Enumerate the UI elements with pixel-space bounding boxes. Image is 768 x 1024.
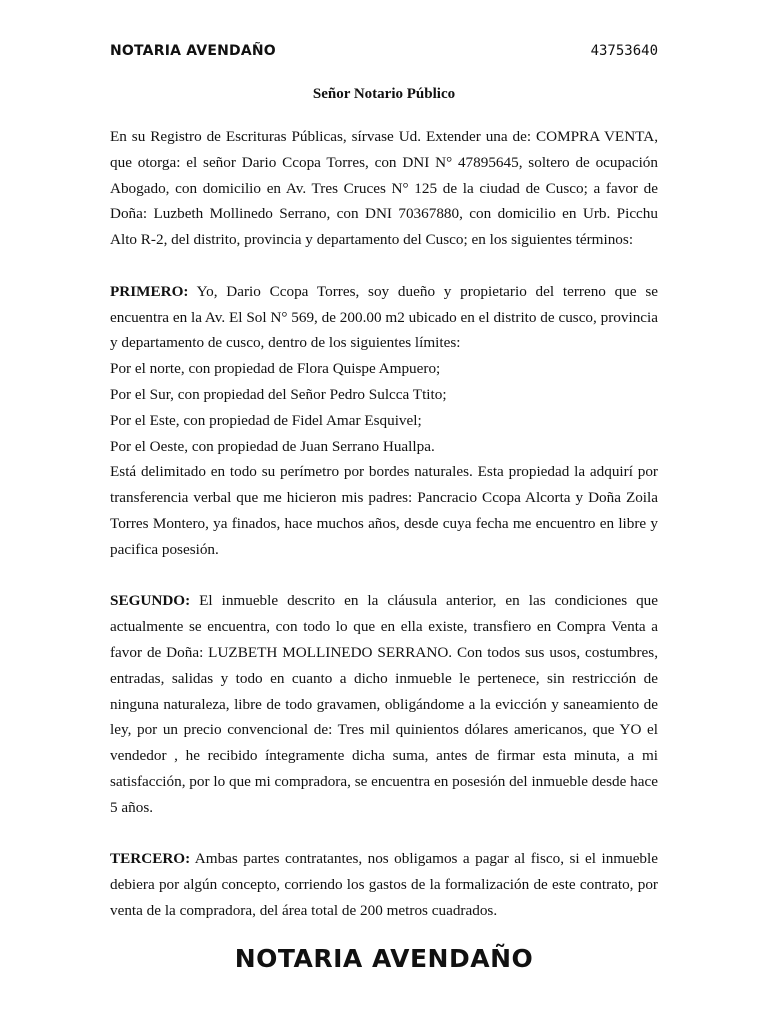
- clause-primero: [110, 279, 658, 356]
- clause-text: Yo, Dario Ccopa Torres, soy dueño y propietario del terreno que se encuentra en la Av. El Sol N° 569, de 200.00 m2 ubicado en el distrito de cusco, provincia y departamento de cusco, dentro de los siguientes límites:: [110, 282, 658, 352]
- clause-segundo: [110, 588, 658, 820]
- limit-west: Por el Oeste, con propiedad de Juan Serrano Huallpa.: [110, 437, 435, 455]
- clause-text: El inmueble descrito en la cláusula anterior, en las condiciones que actualmente se encuentra, con todo lo que en ella existe, transfiero en Compra Venta a favor de Doña: LUZBETH MOLLINEDO SERRANO. Con todos sus usos, costumbres, entradas, salidas y todo en cuanto a dicho inmueble le pertenece, sin restricción de ninguna naturaleza, libre de todo gravamen, obligándome a la evicción y saneamiento de ley, por un precio convencional de: Tres mil quinientos dólares americanos, que YO el vendedor , he recibido íntegramente dicha suma, antes de firmar esta minuta, a mi satisfacción, por lo que mi compradora, se encuentra en posesión del inmueble desde hace 5 años.: [110, 592, 658, 816]
- document-title: Señor Notario Público: [312, 86, 456, 102]
- intro-paragraph: En su Registro de Escrituras Públicas, sírvase Ud. Extender una de: COMPRA VENTA, que otorga: el señor Dario Ccopa Torres, con DNI N° 47895645, soltero de ocupación Abogado, con domicilio en Av. Tres Cruces N° 125 de la ciudad de Cusco; a favor de Doña: Luzbeth Mollinedo Serrano, con DNI 70367880, con domicilio en Urb. Picchu Alto R-2, del distrito, provincia y departamento del Cusco; en los siguientes términos:: [110, 128, 658, 249]
- clause-label: PRIMERO:: [110, 282, 189, 300]
- clause-label: TERCERO:: [110, 850, 191, 868]
- clause-label: SEGUNDO:: [110, 592, 191, 610]
- limit-east: Por el Este, con propiedad de Fidel Amar Esquivel;: [110, 411, 422, 429]
- limit-south: Por el Sur, con propiedad del Señor Pedro Sulcca Ttito;: [110, 385, 447, 403]
- header-notary-name: NOTARIA AVENDAÑO: [110, 43, 276, 59]
- clause-primero-closing: Está delimitado en todo su perímetro por bordes naturales. Esta propiedad la adquirí por transferencia verbal que me hicieron mis padres: Pancracio Ccopa Alcorta y Doña Zoila Torres Montero, ya finados, hace muchos años, desde cuya fecha me encuentro en libre y pacifica posesión.: [110, 463, 658, 558]
- limit-north: Por el norte, con propiedad de Flora Quispe Ampuero;: [110, 360, 441, 378]
- header-document-number: 43753640: [590, 43, 658, 59]
- footer-notary-name: NOTARIA AVENDAÑO: [234, 944, 534, 973]
- document-body: [110, 124, 658, 924]
- clause-text: Ambas partes contratantes, nos obligamos a pagar al fisco, si el inmueble debiera por algún concepto, corriendo los gastos de la formalización de este contrato, por venta de la compradora, del área total de 200 metros cuadrados.: [110, 850, 658, 919]
- clause-tercero: [110, 846, 658, 923]
